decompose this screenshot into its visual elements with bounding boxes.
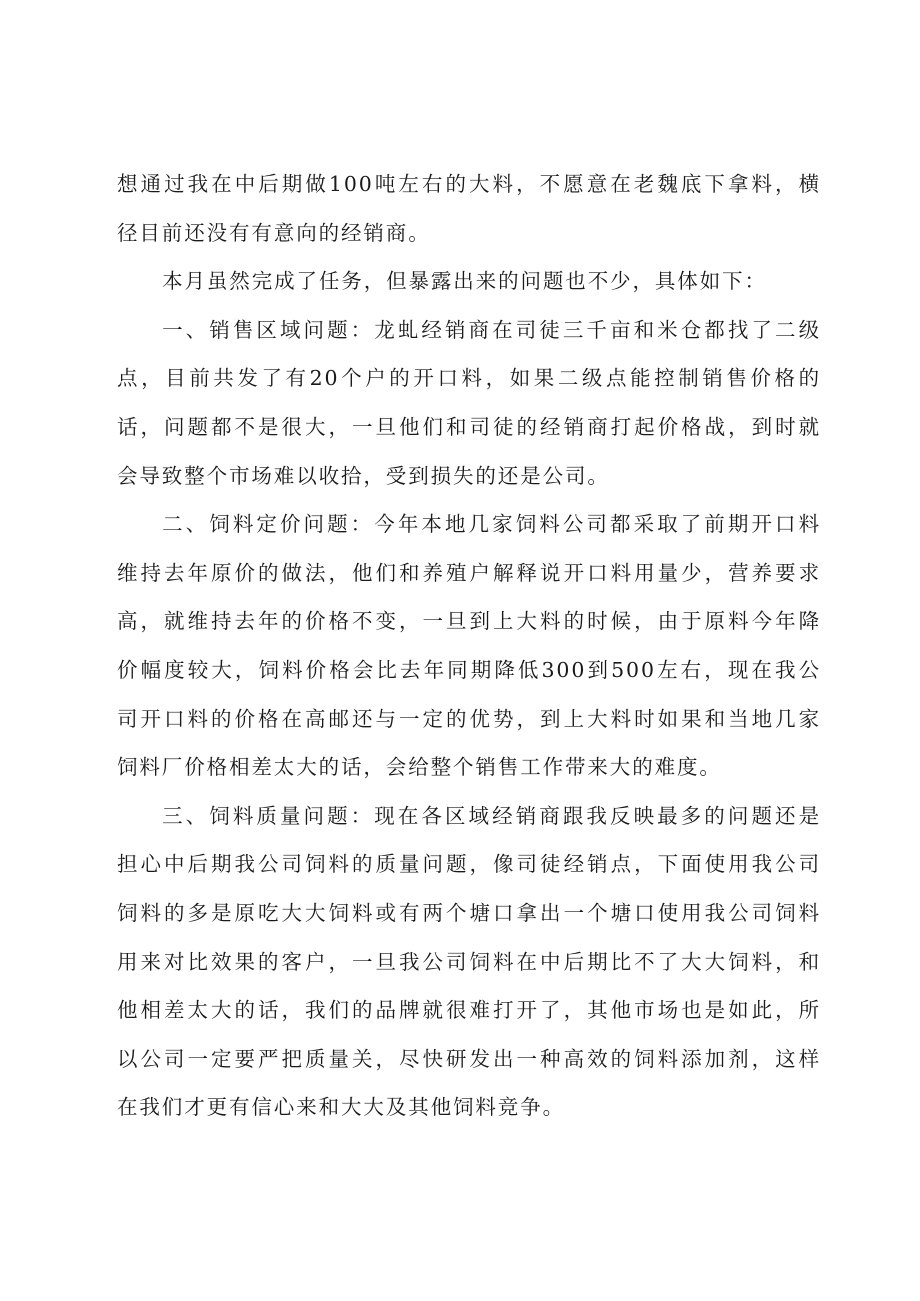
text-line: 他相差太大的话，我们的品牌就很难打开了，其他市场也是如此，所	[117, 998, 821, 1023]
text-line: 会导致整个市场难以收拾，受到损失的还是公司。	[117, 463, 610, 488]
document-body	[117, 160, 821, 1132]
text-line: 担心中后期我公司饲料的质量问题，像司徒经销点，下面使用我公司	[117, 852, 821, 877]
text-line: 点，目前共发了有20个户的开口料，如果二级点能控制销售价格的	[117, 366, 821, 391]
paragraph-2	[117, 257, 821, 306]
text-line: 本月虽然完成了任务，但暴露出来的问题也不少，具体如下：	[162, 269, 767, 294]
text-line: 二、饲料定价问题：今年本地几家饲料公司都采取了前期开口料	[162, 512, 821, 537]
paragraph-5	[117, 792, 821, 1132]
text-line: 三、饲料质量问题：现在各区域经销商跟我反映最多的问题还是	[162, 803, 821, 828]
text-line: 以公司一定要严把质量关，尽快研发出一种高效的饲料添加剂，这样	[117, 1046, 821, 1071]
text-line: 司开口料的价格在高邮还与一定的优势，到上大料时如果和当地几家	[117, 706, 821, 731]
text-line: 饲料厂价格相差太大的话，会给整个销售工作带来大的难度。	[117, 755, 722, 780]
paragraph-4	[117, 500, 821, 792]
text-line: 在我们才更有信心来和大大及其他饲料竞争。	[117, 1095, 565, 1120]
text-line: 想通过我在中后期做100吨左右的大料，不愿意在老魏底下拿料，横	[117, 172, 821, 196]
text-line: 径目前还没有有意向的经销商。	[117, 220, 431, 245]
paragraph-3	[117, 306, 821, 500]
text-line: 用来对比效果的客户，一旦我公司饲料在中后期比不了大大饲料，和	[117, 949, 821, 974]
text-line: 高，就维持去年的价格不变，一旦到上大料的时候，由于原料今年降	[117, 609, 821, 634]
text-line: 价幅度较大，饲料价格会比去年同期降低300到500左右，现在我公	[117, 657, 821, 682]
text-line: 饲料的多是原吃大大饲料或有两个塘口拿出一个塘口使用我公司饲料	[117, 900, 821, 925]
text-line: 维持去年原价的做法，他们和养殖户解释说开口料用量少，营养要求	[117, 560, 821, 585]
text-line: 话，问题都不是很大，一旦他们和司徒的经销商打起价格战，到时就	[117, 414, 821, 439]
text-line: 一、销售区域问题：龙虬经销商在司徒三千亩和米仓都找了二级	[162, 317, 821, 342]
paragraph-1	[117, 160, 821, 257]
